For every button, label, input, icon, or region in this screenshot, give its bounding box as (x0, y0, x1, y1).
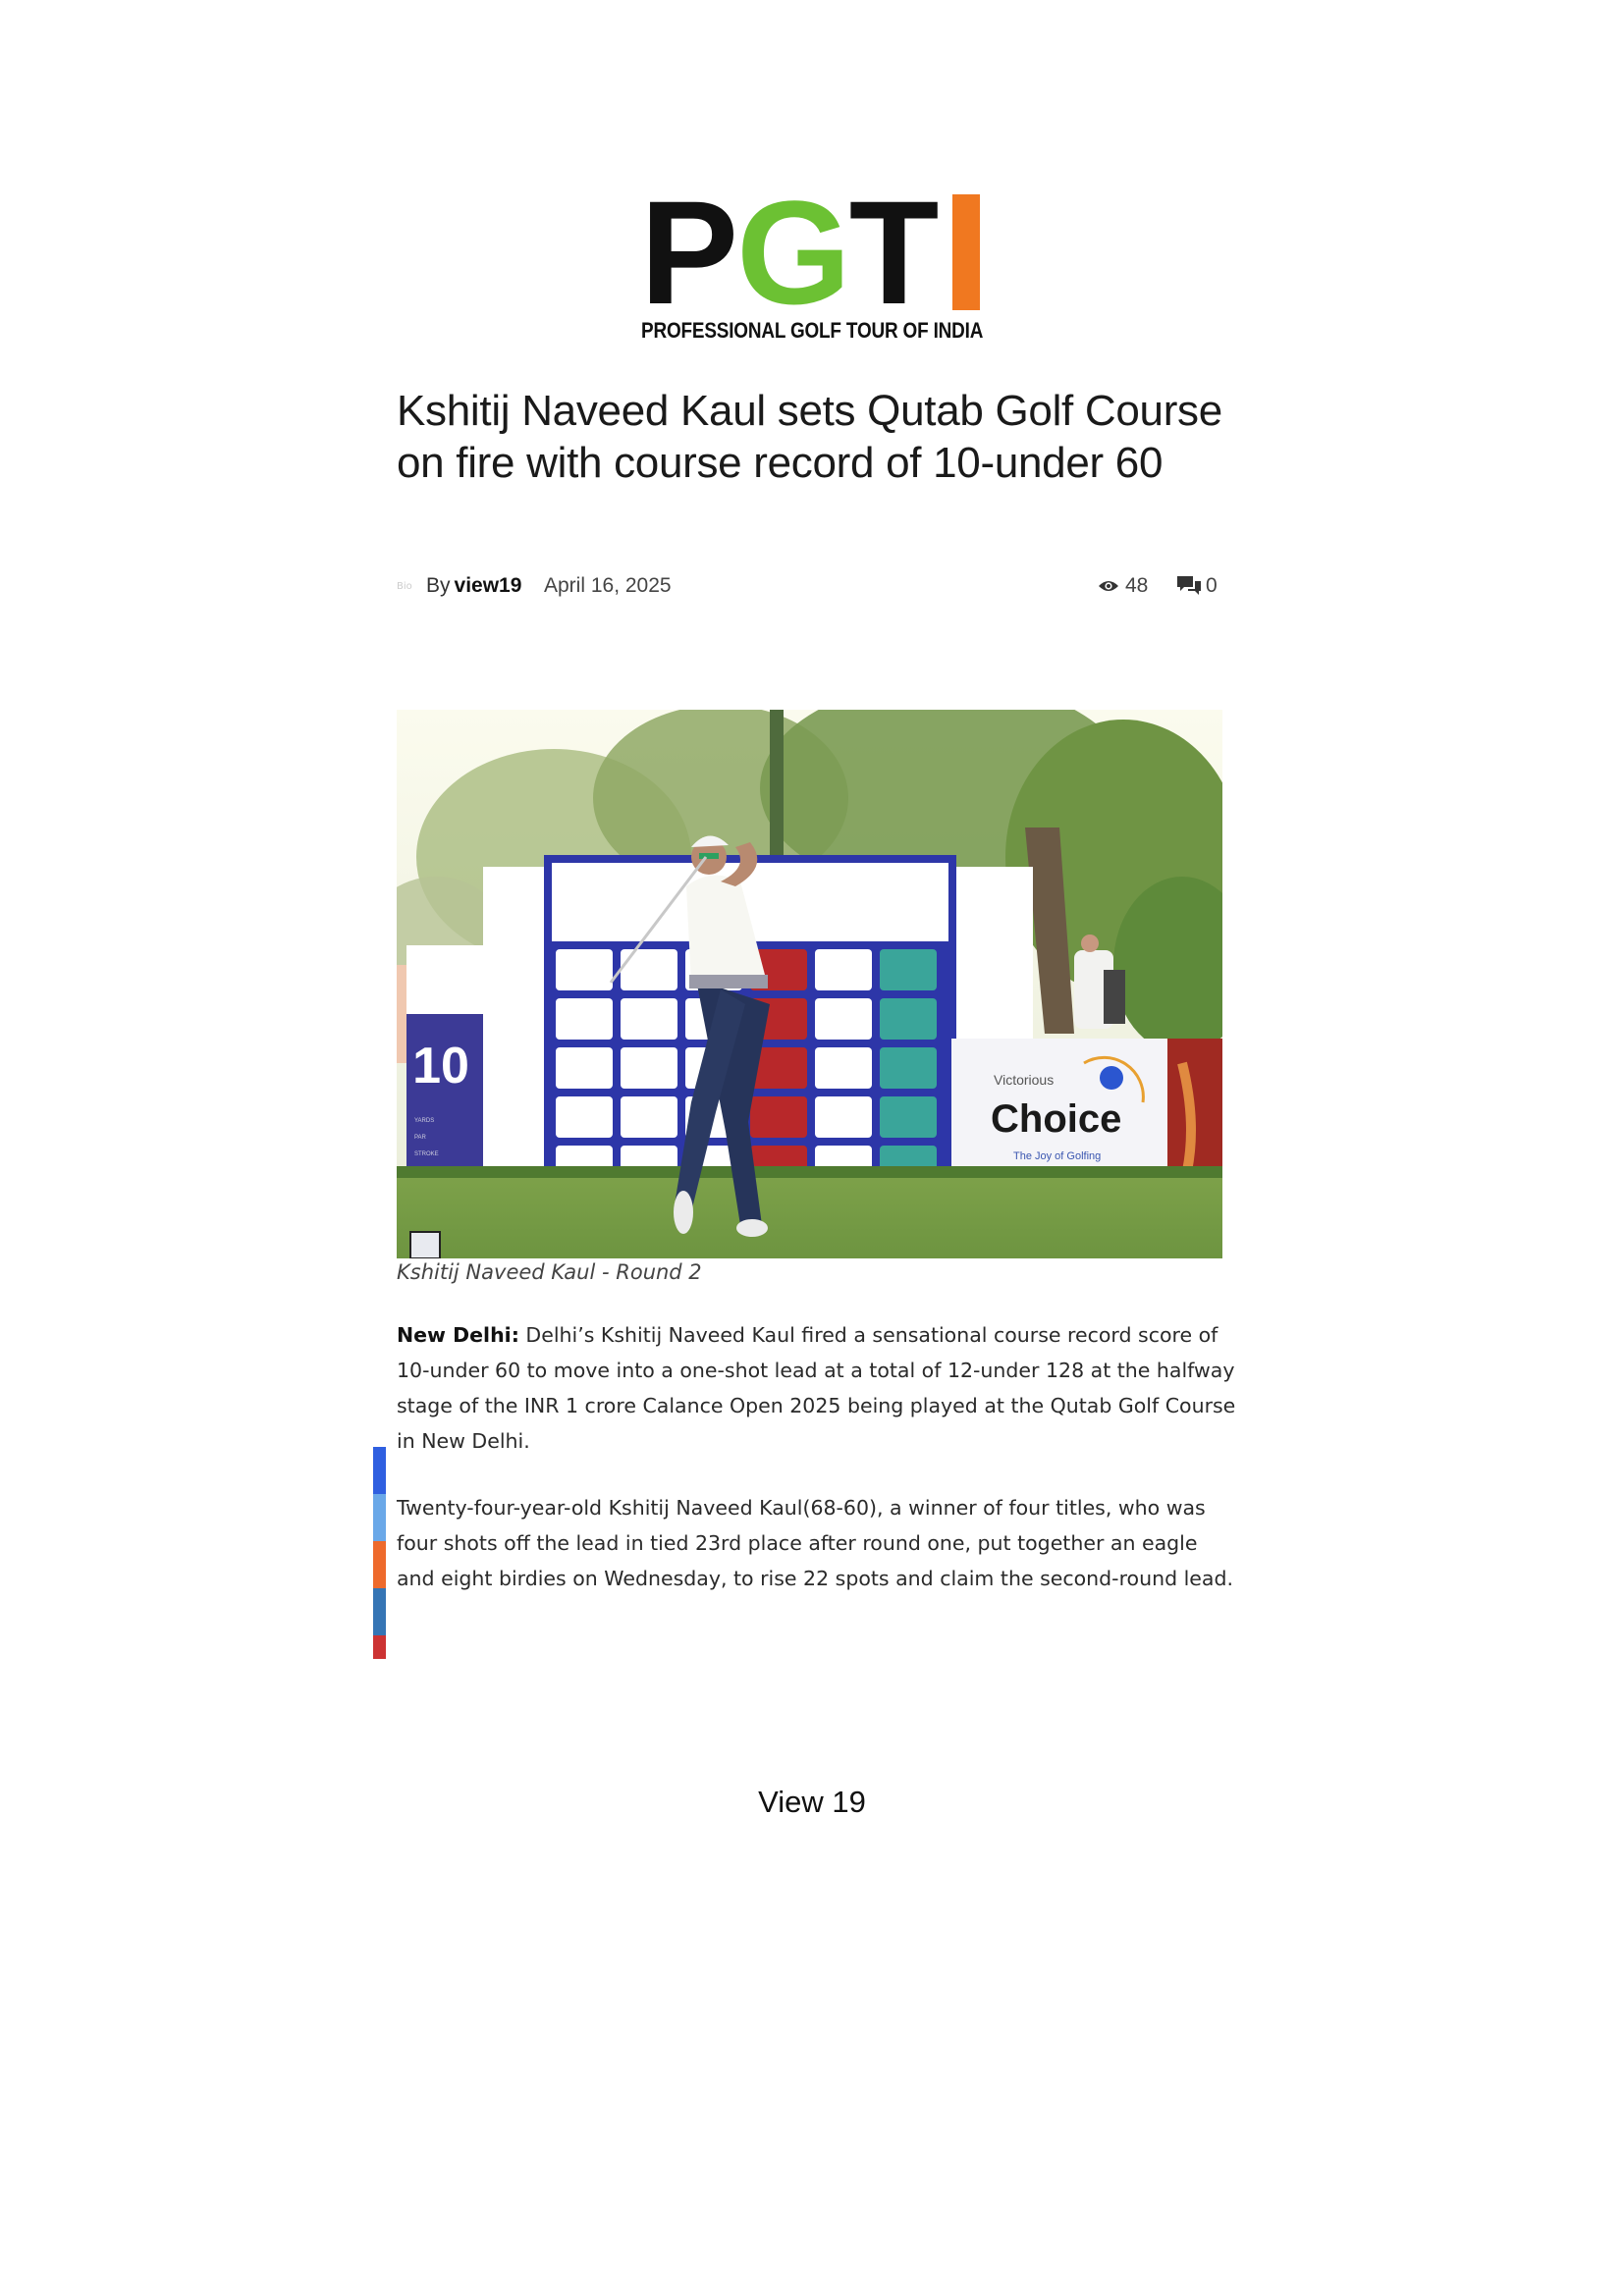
sponsor-tile (880, 1096, 937, 1138)
sponsor-tile (880, 1047, 937, 1089)
board-victorious-text: Victorious (994, 1072, 1055, 1088)
author-avatar: Bio (397, 581, 412, 592)
share-pinterest-button[interactable] (373, 1635, 386, 1659)
paragraph-2-text: Twenty-four-year-old Kshitij Naveed Kaul(68-60), a winner of four titles, who was four shots off the lead in tied 23rd place after round one, put together an eagle and eight birdies on Wednesday, to rise 22 spots and claim the second-round lead. (397, 1496, 1234, 1590)
sponsor-tile (621, 998, 677, 1040)
sponsor-tile (556, 1047, 613, 1089)
pgti-logo (640, 170, 986, 347)
page-footer: View 19 (758, 1785, 866, 1819)
publish-date: April 16, 2025 (544, 574, 672, 597)
byline (426, 574, 521, 598)
logo-letter-i-bar (952, 194, 980, 310)
comments-icon (1176, 575, 1202, 597)
sponsor-tile (556, 949, 613, 990)
victorious-choice-board (951, 1039, 1222, 1186)
logo-letter-t: T (848, 170, 938, 335)
sponsor-tile (750, 1096, 807, 1138)
comment-count-value: 0 (1206, 574, 1218, 597)
photo-caption: Kshitij Naveed Kaul - Round 2 (397, 1260, 702, 1284)
sponsor-tile (556, 1096, 613, 1138)
hole-label-yards: YARDS (414, 1118, 435, 1124)
article-paragraph-1 (397, 1317, 1241, 1459)
sponsor-tile (880, 998, 937, 1040)
logo-letter-g: G (736, 170, 849, 335)
grass (397, 1171, 1222, 1258)
logo-letter-p: P (640, 170, 737, 335)
by-label: By (426, 574, 451, 597)
article-paragraph-2 (397, 1490, 1241, 1596)
author-link[interactable]: view19 (454, 574, 522, 597)
sponsor-tile (815, 1096, 872, 1138)
sponsor-tile (815, 949, 872, 990)
hole-label-stroke: STROKE (414, 1151, 439, 1157)
share-facebook-button[interactable] (373, 1447, 386, 1494)
hole-10-sign (397, 945, 485, 1166)
golfer-photo-illustration (397, 710, 1222, 1258)
tee-marker (410, 1232, 440, 1258)
logo-tagline: PROFESSIONAL GOLF TOUR OF INDIA (641, 318, 984, 343)
share-reddit-button[interactable] (373, 1541, 386, 1588)
paragraph-1-text: Delhi’s Kshitij Naveed Kaul fired a sensational course record score of 10-under 60 to move into a one-shot lead at a total of 12-under 128 at the halfway stage of the INR 1 crore Calance Open 2025 being played at the Qutab Golf Course in New Delhi. (397, 1323, 1236, 1453)
article-meta (397, 574, 1223, 604)
sponsor-tile (621, 949, 677, 990)
comment-count[interactable] (1176, 574, 1218, 598)
sponsor-tile (556, 998, 613, 1040)
sponsor-tile (880, 949, 937, 990)
share-linkedin-button[interactable] (373, 1588, 386, 1635)
sponsor-tile (815, 998, 872, 1040)
share-twitter-button[interactable] (373, 1494, 386, 1541)
share-buttons (373, 1447, 386, 1659)
eye-icon (1098, 579, 1119, 593)
hole-label-par: PAR (414, 1135, 426, 1141)
board-choice-text: Choice (991, 1097, 1122, 1141)
sponsor-tile (621, 1096, 677, 1138)
article-title: Kshitij Naveed Kaul sets Qutab Golf Course on fire with course record of 10-under 60 (397, 387, 1222, 487)
hole-number: 10 (412, 1038, 469, 1095)
dateline: New Delhi: (397, 1323, 519, 1347)
sponsor-tile (621, 1047, 677, 1089)
board-tagline: The Joy of Golfing (1013, 1150, 1102, 1162)
article-photo (397, 710, 1222, 1258)
view-count-value: 48 (1125, 574, 1149, 597)
view-count (1098, 574, 1148, 598)
sponsor-tile (815, 1047, 872, 1089)
